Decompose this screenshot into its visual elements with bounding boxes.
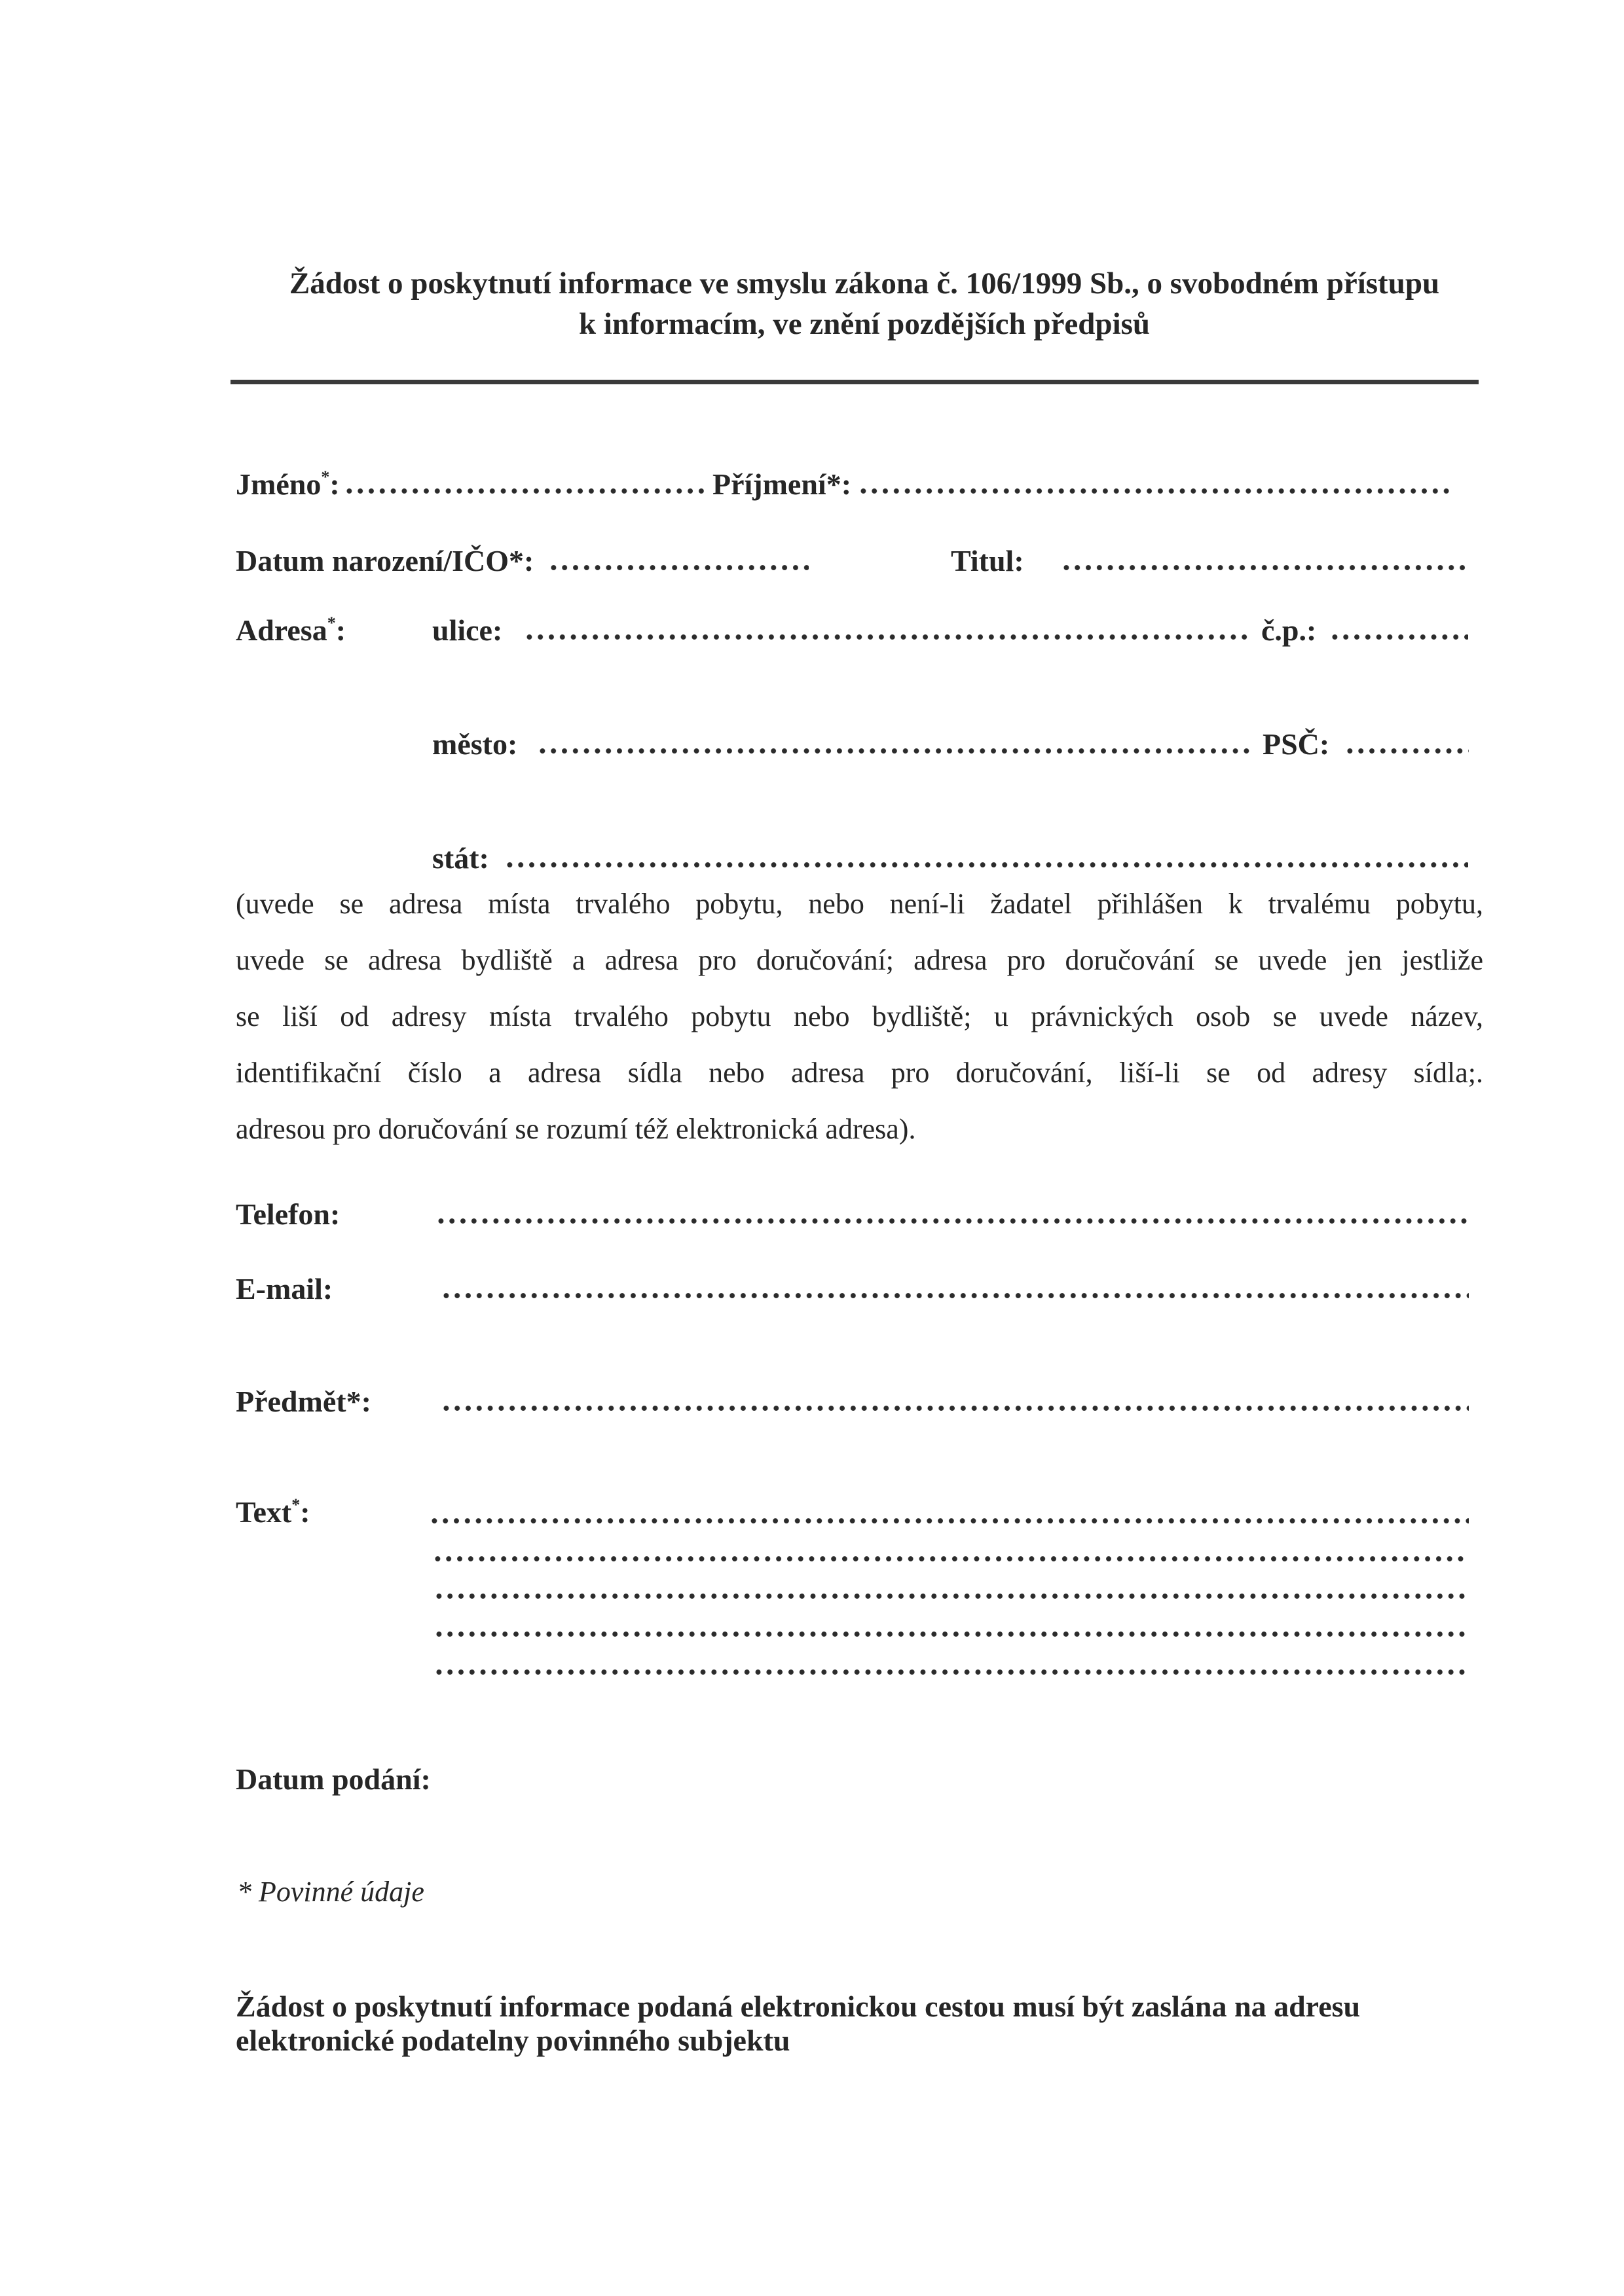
predmet-field[interactable] xyxy=(441,1405,1469,1412)
footer-notice-line-2: elektronické podatelny povinného subjektu xyxy=(236,2024,790,2057)
text-label: Text*: xyxy=(236,1495,310,1529)
text-field-line-3[interactable] xyxy=(434,1593,1469,1599)
required-fields-note: * Povinné údaje xyxy=(237,1876,424,1908)
stat-label: stát: xyxy=(432,841,489,875)
ulice-field[interactable] xyxy=(524,634,1252,640)
address-note-line: uvede se adresa bydliště a adresa pro doručování; adresa pro doručování se uvede jen jestliže xyxy=(236,944,1483,976)
mesto-field[interactable] xyxy=(537,748,1254,754)
datum-narozeni-label: Datum narození/IČO*: xyxy=(236,544,534,577)
datum-narozeni-field[interactable] xyxy=(548,564,809,571)
required-asterisk: * xyxy=(291,1495,301,1514)
psc-label: PSČ: xyxy=(1263,727,1330,761)
datum-podani-label: Datum podání: xyxy=(236,1762,431,1796)
cp-field[interactable] xyxy=(1329,634,1468,640)
stat-field[interactable] xyxy=(504,862,1468,868)
psc-field[interactable] xyxy=(1344,748,1469,754)
email-field[interactable] xyxy=(441,1292,1469,1299)
prijmeni-label: Příjmení*: xyxy=(712,467,852,501)
address-note-line: se liší od adresy místa trvalého pobytu nebo bydliště; u právnických osob se uvede název, xyxy=(236,1000,1483,1032)
footer-notice-line-1: Žádost o poskytnutí informace podaná elektronickou cestou musí být zaslána na adresu xyxy=(236,1990,1361,2023)
telefon-label: Telefon: xyxy=(236,1197,341,1231)
cp-label: č.p.: xyxy=(1261,613,1317,647)
text-field-line-5[interactable] xyxy=(434,1669,1469,1675)
telefon-field[interactable] xyxy=(435,1218,1468,1224)
adresa-label: Adresa*: xyxy=(236,613,346,647)
titul-label: Titul: xyxy=(951,544,1024,577)
mesto-label: město: xyxy=(432,727,518,761)
text-field-line-1[interactable] xyxy=(429,1518,1469,1524)
titul-field[interactable] xyxy=(1061,564,1468,571)
ulice-label: ulice: xyxy=(432,613,503,647)
text-field-line-4[interactable] xyxy=(434,1631,1469,1637)
address-note-line: identifikační číslo a adresa sídla nebo adresa pro doručování, liší-li se od adresy sídla;. xyxy=(236,1057,1483,1089)
required-asterisk: * xyxy=(327,613,336,632)
jmeno-label: Jméno*: xyxy=(236,467,340,501)
title-divider xyxy=(231,380,1479,384)
form-title-line-1: Žádost o poskytnutí informace ve smyslu zákona č. 106/1999 Sb., o svobodném přístupu xyxy=(289,266,1440,301)
email-label: E-mail: xyxy=(236,1272,333,1305)
predmet-label: Předmět*: xyxy=(236,1385,371,1418)
jmeno-field[interactable] xyxy=(344,488,709,494)
form-title-line-2: k informacím, ve znění pozdějších předpisů xyxy=(578,307,1151,341)
address-note xyxy=(236,876,1483,1157)
address-note-line: adresou pro doručování se rozumí též elektronická adresa). xyxy=(236,1113,916,1145)
required-asterisk: * xyxy=(321,467,330,486)
prijmeni-field[interactable] xyxy=(858,488,1450,494)
address-note-line: (uvede se adresa místa trvalého pobytu, nebo není-li žadatel přihlášen k trvalému pobytu, xyxy=(236,888,1483,920)
text-field-line-2[interactable] xyxy=(432,1556,1469,1562)
